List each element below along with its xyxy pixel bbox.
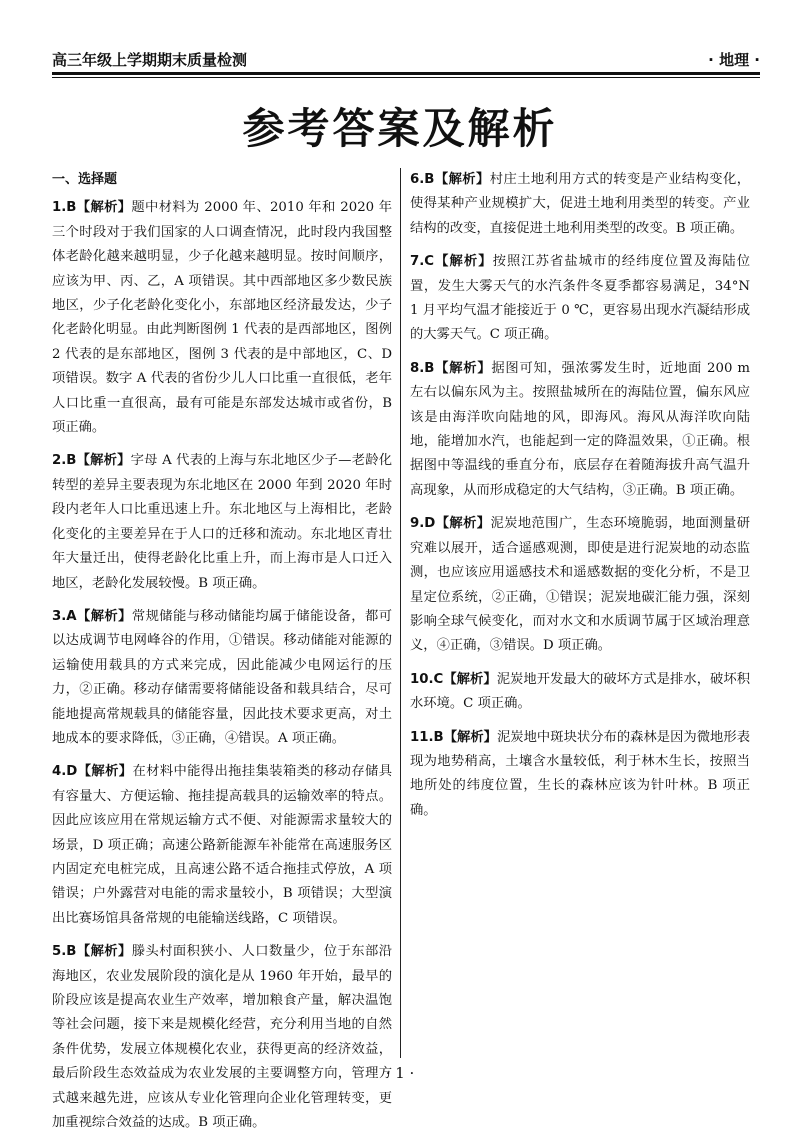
left-column — [52, 168, 392, 1144]
answer-item — [52, 605, 392, 751]
answer-text: 题中材料为 2000 年、2010 年和 2020 年三个时段对于我们国家的人口调查情况，此时段内我国整体老龄化越来越明显，少子化越来越明显。按时间顺序，应该为甲、丙、乙，A 项错误。其中西部地区多少数民族地区，少子化老龄化变化小，东部地区经济最发达，少子化老龄化明显。由此判断图例 1 代表的是西部地区，图例 2 代表的是东部地区，图例 3 代表的是中部地区，C、D 项错误。数字 A 代表的省份少儿人口比重一直很低，老年人口比重一直很高，最有可能是东部发达城市或省份，B 项正确。 — [52, 200, 392, 436]
answer-lead: 5.B【解析】 — [52, 944, 132, 960]
subject-label: · 地理 · — [708, 50, 760, 69]
answer-lead: 9.D【解析】 — [410, 516, 491, 532]
answer-item — [52, 196, 392, 440]
answer-text: 在材料中能得出拖挂集装箱类的移动存储具有容量大、方便运输、拖挂提高载具的运输效率的特点。因此应该应用在常规运输方式不便、对能源需求量较大的场景，D 项正确；高速公路新能源车补能常在高速服务区内固定充电桩完成，且高速公路不适合拖挂式停放，A 项错误；户外露营对电能的需求量较小，B 项错误；大型演出比赛场馆具备常规的电能输送线路，C 项错误。 — [52, 764, 393, 926]
exam-title: 高三年级上学期期末质量检测 — [52, 50, 248, 69]
answer-lead: 4.D【解析】 — [52, 764, 133, 780]
answer-item — [410, 512, 750, 658]
answer-lead: 11.B【解析】 — [410, 729, 497, 745]
page-title: 参考答案及解析 — [242, 104, 558, 153]
answer-text: 泥炭地开发最大的破坏方式是排水，破坏积水环境。C 项正确。 — [410, 671, 750, 712]
answer-item — [52, 940, 392, 1135]
answer-item — [410, 668, 750, 717]
right-column — [410, 168, 750, 832]
answer-lead: 1.B【解析】 — [52, 200, 132, 216]
answer-text: 村庄土地利用方式的转变是产业结构变化，使得某种产业规模扩大，促进土地利用类型的转变。产业结构的改变，直接促进土地利用类型的改变。B 项正确。 — [410, 172, 750, 236]
page-number: · 1 · — [385, 1064, 415, 1082]
answer-lead: 2.B【解析】 — [52, 453, 131, 469]
answer-item — [410, 168, 750, 241]
answer-lead: 8.B【解析】 — [410, 360, 492, 376]
answer-lead: 10.C【解析】 — [410, 671, 497, 687]
header-rule-thin — [52, 77, 760, 78]
answer-text: 据图可知，强浓雾发生时，近地面 200 m 左右以偏东风为主。按照盐城所在的海陆位置，偏东风应该是由海洋吹向陆地的风，即海风。海风从海洋吹向陆地，能增加水汽，也能起到一定的降温效果，①正确。根据图中等温线的垂直分布，底层存在着随海拔升高气温升高现象，从而形成稳定的大气结构，③正确。B 项正确。 — [410, 360, 750, 498]
answer-item — [410, 726, 750, 824]
page-header — [52, 46, 760, 72]
answer-text: 泥炭地中斑块状分布的森林是因为微地形表现为地势稍高，土壤含水量较低，利于林木生长，按照当地所处的纬度位置，生长的森林应该为针叶林。B 项正确。 — [410, 729, 750, 818]
answer-item — [410, 250, 750, 348]
answer-lead: 6.B【解析】 — [410, 172, 490, 187]
answer-lead: 3.A【解析】 — [52, 608, 132, 624]
answer-text: 常规储能与移动储能均属于储能设备，都可以达成调节电网峰谷的作用，①错误。移动储能对能源的运输使用载具的方式来完成，因此能减少电网运行的压力，②正确。移动存储需要将储能设备和载具结合，尽可能地提高常规载具的储能容量，因此技术要求更高，对土地成本的要求降低，③正确，④错误。A 项正确。 — [52, 608, 392, 746]
answer-text: 泥炭地范围广，生态环境脆弱，地面测量研究难以展开，适合遥感观测，即使是进行泥炭地的动态监测，也应该应用遥感技术和遥感数据的变化分析，不是卫星定位系统，②正确，①错误；泥炭地碳汇能力强，深刻影响全球气候变化，而对水文和水质调节属于区域治理意义，④正确，③错误。D 项正确。 — [410, 516, 751, 654]
answer-text: 按照江苏省盐城市的经纬度位置及海陆位置，发生大雾天气的水汽条件冬夏季都容易满足，34°N 1 月平均气温才能接近于 0 ℃，更容易出现水汽凝结形成的大雾天气。C 项正确。 — [410, 254, 751, 343]
column-divider — [400, 168, 401, 1058]
section-title: 一、选择题 — [52, 172, 118, 187]
answer-item — [410, 357, 750, 503]
answer-lead: 7.C【解析】 — [410, 254, 493, 270]
answer-text: 字母 A 代表的上海与东北地区少子—老龄化转型的差异主要表现为东北地区在 2000 年到 2020 年时段内老年人口比重迅速上升。东北地区与上海相比，老龄化变化的主要差异在于人口的迁移和流动。东北地区青壮年大量迁出，使得老龄化比重上升，而上海市是人口迁入地区，老龄化发展较慢。B 项正确。 — [52, 453, 392, 591]
answer-item — [52, 449, 392, 595]
header-rule-thick — [52, 72, 760, 75]
answer-item — [52, 760, 392, 931]
answer-text: 滕头村面积狭小、人口数量少，位于东部沿海地区，农业发展阶段的演化是从 1960 年开始，最早的阶段应该是提高农业生产效率，增加粮食产量，解决温饱等社会问题，接下来是规模化经营，充分利用当地的自然条件优势，发展立体规模化农业，获得更高的经济效益，最后阶段生态效益成为农业发展的主要调整方向，管理方式越来越先进，应该从专业化管理向企业化管理转变，更加重视综合效益的达成。B 项正确。 — [52, 944, 392, 1131]
